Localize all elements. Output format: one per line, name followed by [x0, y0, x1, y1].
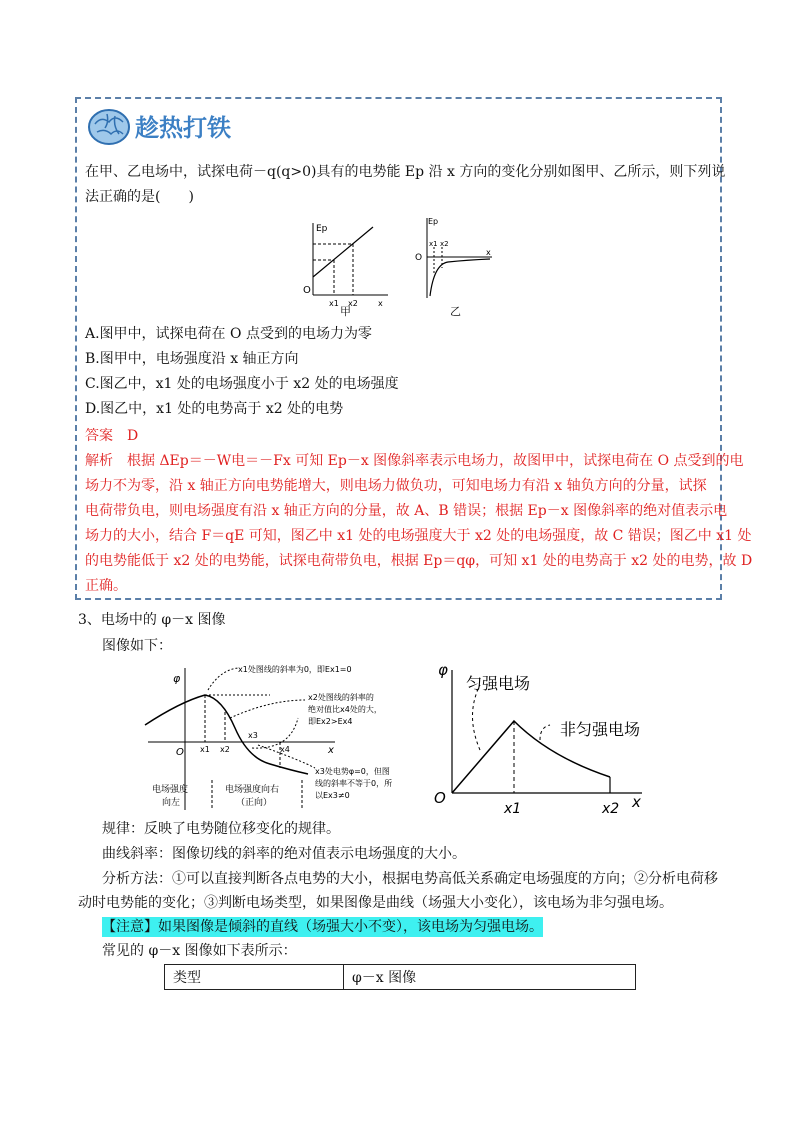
note-3b: 线的斜率不等于0，所: [315, 779, 393, 788]
yi-caption: 乙: [450, 305, 461, 318]
figure-jia: [298, 215, 398, 315]
rule-slope: 曲线斜率：图像切线的斜率的绝对值表示电场强度的大小。: [102, 846, 466, 862]
analysis-line-6: 正确。: [85, 578, 127, 594]
right-x-label: x: [632, 793, 641, 811]
phi-x-uniform-figure: [420, 655, 660, 820]
label-nonuniform: 非匀强电场: [560, 720, 641, 739]
analysis-line-3: 电荷带负电，则电场强度有沿 x 轴正方向的分量，故 A、B 错误；根据 Ep－x 图像斜率的绝对值表示电: [85, 503, 728, 519]
right-phi-label: φ: [438, 661, 448, 679]
yi-x2: x2: [440, 240, 449, 248]
answer: 答案 D: [85, 428, 139, 444]
note-2b: 绝对值比x4处的大，: [308, 705, 382, 714]
left-phi-label: φ: [173, 672, 181, 685]
option-c: C.图乙中，x1 处的电场强度小于 x2 处的电场强度: [85, 376, 399, 392]
jia-ylabel: Ep: [316, 224, 328, 234]
jia-xlabel: x: [378, 299, 383, 308]
left-origin: O: [176, 747, 184, 758]
rule-common: 常见的 φ－x 图像如下表所示：: [102, 943, 297, 959]
phi-x-annotated-figure: [140, 660, 410, 820]
brain-logo: [85, 100, 255, 152]
note-2a: x2处图线的斜率的: [308, 693, 374, 702]
rule-note: 【注意】如果图像是倾斜的直线（场强大小不变），该电场为匀强电场。: [102, 919, 543, 935]
left-x3: x3: [248, 731, 258, 740]
question-line-1: 在甲、乙电场中，试探电荷－q(q>0)具有的电势能 Ep 沿 x 方向的变化分别如图甲、乙所示，则下列说: [85, 164, 726, 180]
yi-xlabel: x: [486, 248, 491, 257]
table-header-graph: φ－x 图像: [344, 965, 636, 990]
left-x1: x1: [200, 745, 210, 754]
option-d: D.图乙中，x1 处的电势高于 x2 处的电势: [85, 401, 344, 417]
rule-law: 规律：反映了电势随位移变化的规律。: [102, 821, 340, 837]
option-b: B.图甲中，电场强度沿 x 轴正方向: [85, 351, 299, 367]
yi-origin: O: [415, 253, 423, 263]
left-x2: x2: [220, 745, 230, 754]
jia-origin: O: [303, 285, 311, 296]
table-row: [165, 965, 636, 990]
analysis-line-4: 场力的大小，结合 F＝qE 可知，图乙中 x1 处的电场强度大于 x2 处的电场强度，故 C 错误；图乙中 x1 处: [85, 528, 752, 544]
note-2c: 即Ex2>Ex4: [308, 717, 353, 726]
option-a: A.图甲中，试探电荷在 O 点受到的电场力为零: [85, 326, 372, 342]
yi-x1: x1: [429, 240, 438, 248]
analysis-line-1: 解析 根据 ΔEp＝－W电＝－Fx 可知 Ep－x 图像斜率表示电场力，故图甲中，试探电荷在 O 点受到的电: [85, 453, 744, 469]
left-x4: x4: [280, 745, 290, 754]
table-header-type: 类型: [165, 965, 344, 990]
logo-text: 趁热打铁: [135, 114, 231, 142]
question-line-2: 法正确的是( ): [85, 189, 194, 205]
phi-x-table: [164, 964, 636, 990]
dir-left-2: 向左: [162, 798, 181, 808]
right-origin: O: [434, 789, 446, 807]
analysis-line-2: 场力不为零，沿 x 轴正方向电势能增大，则电场力做负功，可知电场力有沿 x 轴负方向的分量，试探: [85, 478, 707, 494]
jia-x1: x1: [329, 299, 339, 308]
left-x-label: x: [328, 745, 334, 756]
note-1: x1处图线的斜率为0，即Ex1=0: [238, 665, 352, 674]
dir-right-2: （正向）: [236, 798, 273, 808]
section-intro: 图像如下：: [102, 638, 172, 654]
label-uniform: 匀强电场: [466, 674, 531, 693]
right-x1: x1: [504, 801, 522, 817]
note-3c: 以Ex3≠0: [315, 791, 350, 800]
dir-right-1: 电场强度向右: [225, 785, 280, 795]
section-title: 3、电场中的 φ－x 图像: [78, 612, 226, 628]
yi-ylabel: Ep: [428, 217, 439, 226]
jia-x2: x2: [348, 299, 358, 308]
dir-left-1: 电场强度: [152, 785, 189, 795]
figure-yi: [412, 212, 502, 302]
rule-method-2: 动时电势能的变化；③判断电场类型，如果图像是曲线（场强大小变化），该电场为非匀强电场。: [78, 895, 673, 911]
jia-caption: 甲: [340, 305, 351, 318]
right-x2: x2: [602, 801, 620, 817]
analysis-line-5: 的电势能低于 x2 处的电势能，试探电荷带负电，根据 Ep＝qφ，可知 x1 处的电势高于 x2 处的电势，故 D: [85, 553, 753, 569]
note-3a: x3处电势φ=0，但图: [315, 767, 390, 776]
rule-method-1: 分析方法：①可以直接判断各点电势的大小，根据电势高低关系确定电场强度的方向；②分析电荷移: [102, 871, 718, 887]
